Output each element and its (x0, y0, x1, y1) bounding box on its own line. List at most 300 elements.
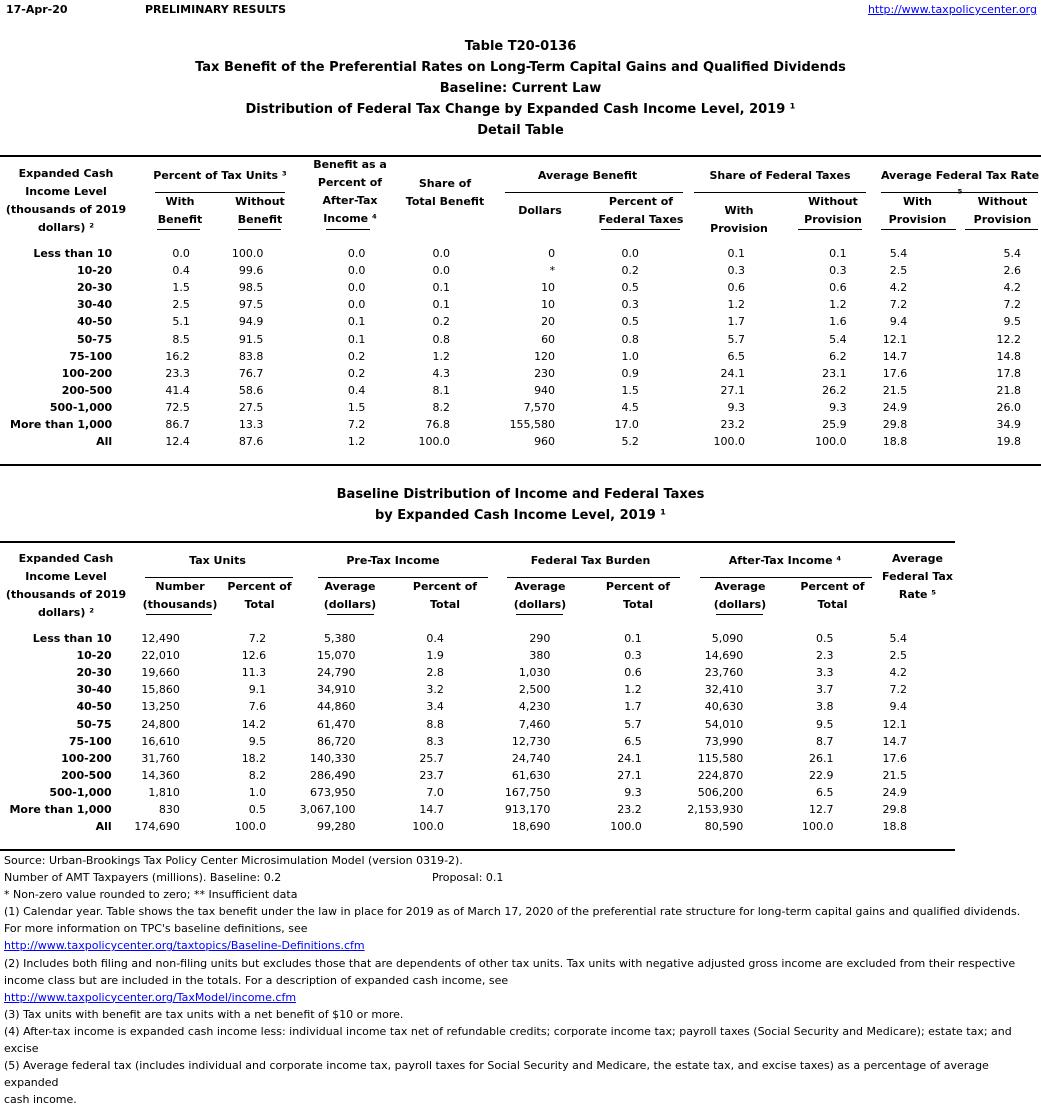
table-cell: 5.4 (889, 632, 907, 646)
row-label: 10-20 (77, 264, 113, 278)
table-cell: 2,153,930 (687, 802, 744, 816)
table-cell: 12.6 (241, 649, 267, 663)
baseline-title: Baseline: Current Law (439, 81, 602, 96)
table-cell: 7.2 (1003, 298, 1021, 312)
table1-with-benefit-header: With Benefit (157, 195, 203, 226)
table1-bottom-rule (0, 464, 1041, 466)
table2-title-line1: Baseline Distribution of Income and Federal Taxes (336, 487, 705, 502)
table2-number-header: Number (thousands) (142, 580, 218, 611)
table-cell: 7,570 (523, 400, 556, 414)
detail-title: Detail Table (477, 123, 564, 138)
table-cell: 14.8 (996, 349, 1021, 363)
table-cell: 16.2 (165, 349, 190, 363)
note-2b: income class but are included in the totals. For a description of expanded cash income, see (4, 973, 509, 987)
table-cell: 9.1 (248, 683, 267, 697)
table-cell: 20 (541, 315, 556, 329)
table-cell: 0.0 (432, 247, 451, 261)
table-cell: 2.6 (1003, 264, 1021, 278)
table-cell: 3.7 (815, 683, 834, 697)
table-cell: 21.5 (882, 383, 908, 397)
table-title: Tax Benefit of the Preferential Rates on Long-Term Capital Gains and Qualified Dividends (195, 60, 846, 75)
row-label: More than 1,000 (10, 417, 113, 431)
table-cell: 8.7 (815, 734, 834, 748)
table-cell: 100.0 (801, 820, 834, 834)
table-cell: 23.1 (822, 366, 847, 380)
table2-body (0, 630, 955, 835)
table-cell: 10 (541, 298, 556, 312)
table1-without-provision-header: Without Provision (804, 195, 862, 226)
table-cell: 290 (529, 632, 551, 646)
table-cell: 17.6 (882, 366, 908, 380)
table-cell: 9.5 (1003, 315, 1021, 329)
table-cell: 0.6 (829, 281, 847, 295)
table-cell: 0.2 (621, 264, 639, 278)
table-cell: 5.7 (624, 717, 642, 731)
table-cell: 7.6 (248, 700, 267, 714)
table2-aftertax-header: After-Tax Income ⁴ (728, 554, 842, 567)
table-cell: 27.5 (238, 400, 264, 414)
table-cell: 5.4 (1003, 247, 1021, 261)
table-cell: 380 (529, 649, 551, 663)
table-cell: 19.8 (996, 435, 1021, 449)
table-cell: 0.3 (829, 264, 847, 278)
table-cell: 0.5 (248, 802, 267, 816)
table1-without-benefit-header: Without Benefit (235, 195, 285, 226)
table-cell: 506,200 (697, 785, 744, 799)
table-cell: 58.6 (238, 383, 264, 397)
table-cell: 0 (548, 247, 556, 261)
table-cell: 12.2 (996, 332, 1021, 346)
table-cell: 73,990 (704, 734, 744, 748)
table-cell: 23.7 (419, 768, 444, 782)
table-cell: 286,490 (310, 768, 356, 782)
table-cell: 0.0 (347, 247, 366, 261)
table-cell: 17.0 (614, 417, 639, 431)
table-cell: 21.5 (882, 768, 907, 782)
star-note: * Non-zero value rounded to zero; ** Insufficient data (4, 888, 298, 902)
table-cell: 61,470 (317, 717, 356, 731)
table-cell: 5.7 (727, 332, 745, 346)
table-cell: 7.2 (889, 683, 907, 697)
note-5b: cash income. (4, 1093, 77, 1107)
table-cell: 0.0 (347, 264, 366, 278)
table-cell: 2.5 (889, 649, 907, 663)
status-label: PRELIMINARY RESULTS (145, 3, 287, 16)
table2-avg-rate-header: Average Federal Tax Rate ⁵ (882, 552, 953, 601)
table2-pct-total4-header: Percent of Total (800, 580, 865, 611)
table-cell: 41.4 (165, 383, 190, 397)
table2-avg1-header: Average (dollars) (323, 580, 377, 611)
table-cell: 29.8 (882, 802, 907, 816)
table-cell: 9.3 (727, 400, 745, 414)
table-cell: 99.6 (238, 264, 264, 278)
table-cell: 2.3 (815, 649, 834, 663)
table-cell: 24.1 (720, 366, 745, 380)
table-row (0, 664, 955, 681)
table-titles (0, 36, 1041, 141)
table-cell: 12.1 (882, 717, 907, 731)
table-cell: 60 (541, 332, 556, 346)
table-cell: 100.0 (610, 820, 642, 834)
table-cell: 34.9 (996, 417, 1021, 431)
table2-pct-total2-header: Percent of Total (412, 580, 478, 611)
table-cell: 2.5 (889, 264, 908, 278)
table-cell: 2.5 (172, 298, 190, 312)
table-cell: 13.3 (238, 417, 264, 431)
table2-pct-total3-header: Percent of Total (605, 580, 671, 611)
table1-share-total-header: Share of Total Benefit (405, 177, 485, 208)
table-row (0, 767, 955, 784)
table-cell: 23.2 (720, 417, 745, 431)
table-cell: 100.0 (713, 435, 745, 449)
table-row (0, 365, 1041, 382)
table-cell: 100.0 (234, 820, 267, 834)
table-cell: 100.0 (412, 820, 444, 834)
table-cell: 3.3 (815, 666, 834, 680)
table-cell: 24,800 (141, 717, 180, 731)
table2-top-rule (0, 541, 955, 543)
table2-avg3-header: Average (dollars) (713, 580, 767, 611)
table-cell: 3.8 (815, 700, 834, 714)
table-cell: 1.5 (347, 400, 366, 414)
table-cell: 0.0 (347, 281, 366, 295)
table-cell: 9.5 (815, 717, 834, 731)
table-cell: 0.3 (624, 649, 642, 663)
table-cell: 15,070 (317, 649, 356, 663)
row-label: 200-500 (61, 383, 113, 397)
row-label: 10-20 (76, 649, 112, 663)
table-cell: 24.9 (882, 785, 907, 799)
row-label: All (95, 820, 112, 834)
table2-fed-burden-header: Federal Tax Burden (530, 554, 651, 567)
table-cell: 9.5 (248, 734, 267, 748)
table-cell: 1.2 (727, 298, 745, 312)
table-cell: 7,460 (518, 717, 551, 731)
table-row (0, 262, 1041, 279)
table-cell: 1,810 (148, 785, 180, 799)
table-cell: 0.1 (432, 298, 451, 312)
table2-tax-units-header: Tax Units (189, 554, 246, 567)
table-cell: 3.2 (426, 683, 444, 697)
table-cell: 1.9 (426, 649, 444, 663)
table-cell: 24,740 (511, 751, 551, 765)
table-cell: 80,590 (704, 820, 744, 834)
table-cell: 72.5 (165, 400, 190, 414)
table-cell: 155,580 (509, 417, 556, 431)
table-cell: 0.1 (347, 332, 366, 346)
table-cell: 94.9 (238, 315, 264, 329)
table-cell: 0.4 (347, 383, 366, 397)
table-cell: 86.7 (165, 417, 190, 431)
table-cell: 98.5 (238, 281, 264, 295)
table1-income-level-header: Expanded Cash Income Level (thousands of 2019 dollars) ² (5, 167, 127, 234)
table1-benefit-pct-header: Benefit as a Percent of After-Tax Income ⁴ (313, 158, 387, 225)
table-cell: 7.2 (889, 298, 908, 312)
table-cell: 8.2 (432, 400, 451, 414)
table-cell: 17.6 (882, 751, 907, 765)
table-cell: 230 (534, 366, 556, 380)
table-cell: 31,760 (141, 751, 180, 765)
row-label: 100-200 (61, 751, 112, 765)
table-row (0, 733, 955, 750)
table-cell: 6.5 (815, 785, 834, 799)
table-cell: 9.4 (889, 315, 908, 329)
table-cell: 24.1 (617, 751, 642, 765)
table-cell: 34,910 (317, 683, 356, 697)
table-cell: 15,860 (141, 683, 180, 697)
table-cell: 1.5 (621, 383, 639, 397)
table-number: Table T20-0136 (464, 39, 577, 54)
table-cell: 25.7 (419, 751, 444, 765)
table-row (0, 818, 955, 835)
table-cell: 960 (534, 435, 556, 449)
table-cell: 1.0 (248, 785, 267, 799)
row-label: 20-30 (76, 666, 112, 680)
table-cell: 12,490 (141, 632, 180, 646)
table-cell: 115,580 (697, 751, 744, 765)
table-cell: 26.0 (996, 400, 1021, 414)
table-cell: 8.2 (248, 768, 267, 782)
table-row (0, 715, 955, 732)
table-cell: 44,860 (317, 700, 356, 714)
table-cell: 5,090 (711, 632, 744, 646)
table-row (0, 647, 955, 664)
table-cell: 5.4 (889, 247, 908, 261)
table1-dollars-header: Dollars (518, 204, 562, 217)
table-cell: 1.5 (172, 281, 190, 295)
table-cell: 4.2 (889, 666, 907, 680)
table-cell: 0.0 (347, 298, 366, 312)
table-row (0, 348, 1041, 365)
table-cell: 8.8 (426, 717, 444, 731)
table-cell: 8.5 (172, 332, 190, 346)
note-1b: For more information on TPC's baseline definitions, see (4, 922, 308, 936)
table-row (0, 330, 1041, 347)
table-row (0, 416, 1041, 433)
table-cell: 18.2 (241, 751, 267, 765)
note-3: (3) Tax units with benefit are tax units with a net benefit of $10 or more. (4, 1007, 404, 1021)
table-cell: 0.5 (621, 315, 639, 329)
table-cell: 0.9 (621, 366, 639, 380)
table-cell: 23,760 (704, 666, 744, 680)
note-4: (4) After-tax income is expanded cash income less: individual income tax net of refundable credits; corporate income tax; payroll taxes (Social Security and Medicare); estate tax; and excise (4, 1024, 1012, 1056)
table-cell: 5.2 (621, 435, 639, 449)
table-cell: 4.2 (1003, 281, 1021, 295)
table1-avg-rate-header: Average Federal Tax Rate ⁵ (880, 169, 1040, 200)
table-cell: 9.3 (624, 785, 642, 799)
table-cell: 0.8 (621, 332, 639, 346)
footnotes (4, 852, 1039, 1108)
note-1: (1) Calendar year. Table shows the tax benefit under the law in place for 2019 as of March 17, 2020 of the preferential rate structure for long-term capital gains and qualified dividends. (4, 905, 1021, 919)
table2-title-line2: by Expanded Cash Income Level, 2019 ¹ (374, 508, 667, 523)
table-cell: * (549, 264, 556, 278)
distribution-title: Distribution of Federal Tax Change by Expanded Cash Income Level, 2019 ¹ (245, 102, 796, 117)
table-cell: 24,790 (317, 666, 356, 680)
table-row (0, 279, 1041, 296)
table1-top-rule (0, 155, 1041, 157)
table-row (0, 784, 955, 801)
table-cell: 1.2 (829, 298, 847, 312)
table-cell: 0.1 (432, 281, 451, 295)
table-cell: 4.3 (432, 366, 451, 380)
table-cell: 0.3 (621, 298, 639, 312)
table-cell: 1.0 (621, 349, 639, 363)
table-cell: 5.1 (172, 315, 190, 329)
table-row (0, 750, 955, 767)
table-cell: 0.4 (172, 264, 190, 278)
source-note: Source: Urban-Brookings Tax Policy Center Microsimulation Model (version 0319-2). (4, 854, 463, 867)
table-cell: 1.7 (727, 315, 745, 329)
table-cell: 12.1 (882, 332, 908, 346)
table-cell: 14.2 (241, 717, 267, 731)
table-row (0, 313, 1041, 330)
table-cell: 6.2 (829, 349, 847, 363)
baseline-definitions-link[interactable]: http://www.taxpolicycenter.org/taxtopics/Baseline-Definitions.cfm (4, 939, 365, 953)
table-cell: 1.2 (347, 435, 366, 449)
table-cell: 40,630 (704, 700, 744, 714)
table-cell: 23.3 (165, 366, 190, 380)
table-cell: 0.6 (624, 666, 642, 680)
table1-share-fed-header: Share of Federal Taxes (709, 169, 851, 182)
table-cell: 224,870 (697, 768, 744, 782)
table-cell: 32,410 (704, 683, 744, 697)
table-cell: 76.7 (238, 366, 264, 380)
row-label: More than 1,000 (9, 802, 112, 816)
table1-body (0, 245, 1041, 450)
table-cell: 76.8 (425, 417, 451, 431)
table-cell: 18.8 (882, 435, 908, 449)
table-cell: 19,660 (141, 666, 180, 680)
table-cell: 91.5 (238, 332, 264, 346)
table-cell: 97.5 (238, 298, 264, 312)
table-cell: 14.7 (882, 349, 908, 363)
table-cell: 1,030 (518, 666, 551, 680)
table-cell: 8.1 (432, 383, 451, 397)
table-cell: 16,610 (141, 734, 180, 748)
table-cell: 0.1 (347, 315, 366, 329)
table-cell: 9.4 (889, 700, 907, 714)
table-cell: 86,720 (317, 734, 356, 748)
table-row (0, 433, 1041, 450)
table2-income-level-header: Expanded Cash Income Level (thousands of 2019 dollars) ² (5, 552, 127, 619)
table1-without-provision2-header: Without Provision (973, 195, 1032, 226)
table-cell: 23.2 (617, 802, 642, 816)
income-definition-link[interactable]: http://www.taxpolicycenter.org/TaxModel/income.cfm (4, 990, 297, 1004)
table-cell: 0.0 (621, 247, 639, 261)
table-cell: 27.1 (720, 383, 745, 397)
table-cell: 61,630 (511, 768, 551, 782)
table-cell: 22,010 (141, 649, 180, 663)
table-cell: 5,380 (324, 632, 356, 646)
table-cell: 0.4 (426, 632, 444, 646)
table2-titles (0, 484, 1041, 526)
table-cell: 913,170 (504, 802, 551, 816)
table-cell: 22.9 (808, 768, 834, 782)
row-label: Less than 10 (32, 632, 112, 646)
table-row (0, 382, 1041, 399)
row-label: 75-100 (69, 349, 113, 363)
row-label: 50-75 (77, 332, 113, 346)
table-cell: 7.2 (248, 632, 267, 646)
note-2: (2) Includes both filing and non-filing units but excludes those that are dependents of other tax units. Tax units with negative adjusted gross income are excluded from their respective (4, 956, 1016, 970)
table-cell: 99,280 (317, 820, 356, 834)
table-cell: 140,330 (310, 751, 356, 765)
table-cell: 0.1 (829, 247, 847, 261)
table-row (0, 801, 955, 818)
table2-pretax-header: Pre-Tax Income (346, 554, 440, 567)
table-cell: 0.8 (432, 332, 451, 346)
table1-with-provision-header: With Provision (710, 204, 768, 235)
table-cell: 18.8 (882, 820, 907, 834)
table-cell: 100.0 (418, 435, 451, 449)
table1-pct-units-header: Percent of Tax Units ³ (153, 169, 287, 182)
row-label: 100-200 (61, 366, 113, 380)
table-cell: 1.2 (624, 683, 642, 697)
table-cell: 100.0 (815, 435, 847, 449)
table-cell: 24.9 (882, 400, 908, 414)
row-label: 75-100 (68, 734, 112, 748)
table-cell: 8.3 (426, 734, 444, 748)
table1-pct-fed-header: Percent of Federal Taxes (598, 195, 684, 226)
table-cell: 1.6 (829, 315, 847, 329)
table-cell: 26.1 (808, 751, 834, 765)
table-cell: 26.2 (822, 383, 847, 397)
row-label: 200-500 (61, 768, 112, 782)
table-cell: 5.4 (829, 332, 847, 346)
table-cell: 29.8 (882, 417, 908, 431)
table1-with-provision2-header: With Provision (888, 195, 947, 226)
table-cell: 0.0 (172, 247, 190, 261)
table-row (0, 399, 1041, 416)
table-row (0, 630, 955, 647)
table-cell: 100.0 (231, 247, 264, 261)
table-cell: 3.4 (426, 700, 444, 714)
table-cell: 6.5 (624, 734, 642, 748)
table-cell: 83.8 (238, 349, 264, 363)
table-cell: 1.7 (624, 700, 642, 714)
tpc-link[interactable]: http://www.taxpolicycenter.org (867, 3, 1037, 16)
table-cell: 6.5 (727, 349, 745, 363)
table-cell: 4.2 (889, 281, 908, 295)
table1-avg-benefit-header: Average Benefit (537, 169, 638, 182)
table-cell: 1.2 (432, 349, 451, 363)
table-cell: 4,230 (518, 700, 551, 714)
table-cell: 9.3 (829, 400, 847, 414)
note-5: (5) Average federal tax (includes individual and corporate income tax, payroll taxes for Social Security and Medicare, the estate tax, and excise taxes) as a percentage of average expanded (4, 1059, 989, 1090)
report-date: 17-Apr-20 (6, 3, 68, 16)
table-cell: 120 (534, 349, 556, 363)
table-cell: 11.3 (241, 666, 267, 680)
row-label: 500-1,000 (49, 785, 112, 799)
table-cell: 830 (158, 802, 180, 816)
table2-avg2-header: Average (dollars) (513, 580, 567, 611)
table-cell: 167,750 (504, 785, 551, 799)
table-cell: 0.2 (347, 366, 366, 380)
table-cell: 87.6 (238, 435, 264, 449)
table-cell: 7.2 (347, 417, 366, 431)
table-row (0, 698, 955, 715)
table2-bottom-rule (0, 849, 955, 851)
table-cell: 14,360 (141, 768, 180, 782)
table-cell: 940 (534, 383, 556, 397)
table-cell: 14.7 (882, 734, 907, 748)
table-cell: 14,690 (704, 649, 744, 663)
table-cell: 18,690 (511, 820, 551, 834)
table-cell: 0.5 (621, 281, 639, 295)
row-label: All (96, 435, 113, 449)
table-cell: 0.2 (347, 349, 366, 363)
table-cell: 21.8 (996, 383, 1021, 397)
